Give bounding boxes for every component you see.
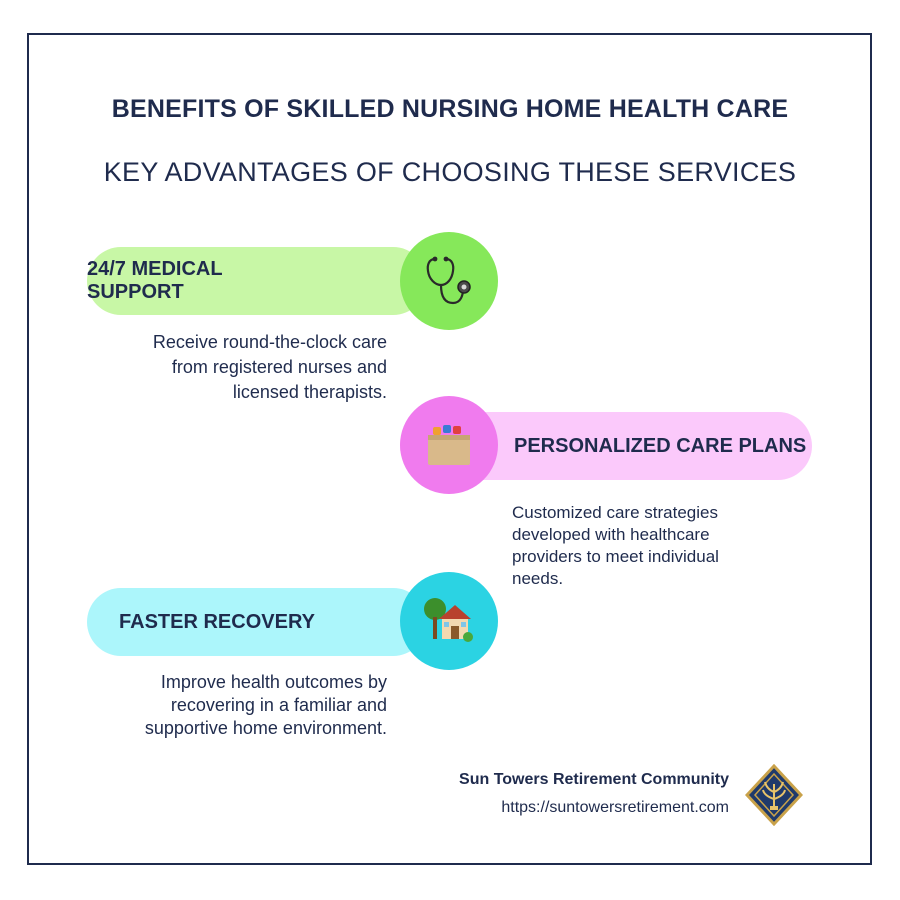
sun-towers-logo-icon (745, 764, 803, 826)
house-garden-icon (400, 572, 498, 670)
benefit-description-care-plans: Customized care strategies developed with healthcare providers to meet individual needs. (512, 503, 719, 588)
benefit-pill-faster-recovery (87, 588, 427, 656)
benefit-label-care-plans: PERSONALIZED CARE PLANS (514, 434, 807, 457)
page-subtitle: KEY ADVANTAGES OF CHOOSING THESE SERVICES (103, 157, 797, 187)
page-title: BENEFITS OF SKILLED NURSING HOME HEALTH CARE (111, 95, 789, 123)
file-box-icon (400, 396, 498, 494)
organization-url[interactable]: https://suntowersretirement.com (501, 799, 729, 816)
stethoscope-icon (400, 232, 498, 330)
benefit-label-faster-recovery: FASTER RECOVERY (119, 610, 315, 633)
benefit-pill-medical-support (87, 247, 427, 315)
benefit-description-medical-support: Receive round-the-clock care from registered nurses and licensed therapists. (152, 332, 387, 402)
benefit-description-faster-recovery: Improve health outcomes by recovering in a familiar and supportive home environment. (144, 672, 387, 738)
benefit-label-medical-support: 24/7 MEDICAL SUPPORT (87, 258, 223, 303)
organization-name: Sun Towers Retirement Community (459, 771, 729, 788)
